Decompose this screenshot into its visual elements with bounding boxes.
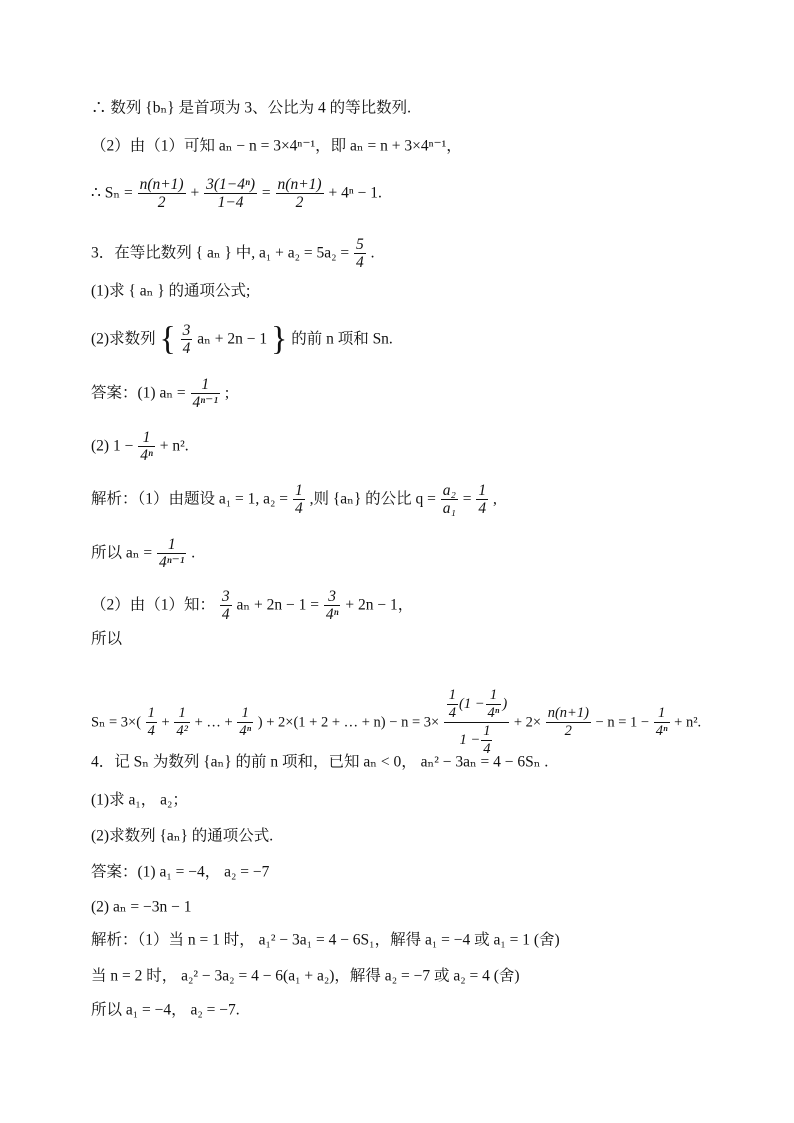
text: (1 − (459, 696, 485, 712)
text: （2）由（1）可知 aₙ − n = 3×4ⁿ⁻¹，即 aₙ = n + 3×4ⁿ⁻¹， (91, 137, 462, 155)
operator: = (462, 490, 472, 508)
text: Sₙ = 3×( (91, 714, 142, 731)
text: + 2n − 1， (345, 596, 414, 614)
denominator: 4 (294, 500, 303, 517)
fraction (138, 176, 186, 211)
formula-line (91, 176, 382, 211)
text: 解析：（1）当 n = 1 时， a₁² − 3a₁ = 4 − 6S₁，解得 a₁ = −4 或 a₁ = 1 (舍) (91, 931, 560, 949)
text: aₙ + 2n − 1 = (236, 596, 319, 614)
text: ∴ 数列 {bₙ} 是首项为 3、公比为 4 的等比数列. (91, 99, 411, 117)
operator: + (161, 714, 170, 731)
denominator: 4 (483, 741, 491, 757)
right-brace: } (270, 320, 288, 358)
numerator: n(n+1) (277, 176, 322, 193)
text: 所以 (91, 630, 123, 648)
denominator: 4ⁿ (140, 447, 153, 464)
solution-line (91, 588, 413, 623)
denominator: 2 (564, 723, 572, 739)
numerator: 1 (478, 482, 487, 499)
fraction (447, 687, 458, 722)
text: (2) aₙ = −3n − 1 (91, 898, 192, 916)
fraction (354, 236, 366, 271)
text: − n = 1 − (595, 714, 650, 731)
denominator: 4ⁿ (655, 723, 668, 739)
text: (2)求数列 {aₙ} 的通项公式. (91, 827, 274, 845)
fraction (191, 376, 220, 411)
fraction (174, 705, 190, 740)
formula-line (91, 687, 701, 758)
text: ,则 {aₙ} 的公比 q = (309, 490, 436, 508)
text-line (91, 790, 188, 810)
fraction (654, 705, 670, 740)
denominator: 4ⁿ (487, 705, 500, 721)
numerator: 1 (174, 705, 190, 723)
left-brace: { (159, 320, 176, 358)
text: + … + (194, 714, 233, 731)
compound-fraction (444, 687, 509, 758)
text: + n². (159, 437, 189, 455)
text: . (191, 544, 196, 562)
question-heading (91, 752, 548, 772)
text: (2)求数列 (91, 330, 156, 348)
text: ) (502, 696, 508, 712)
text: + n². (674, 714, 702, 731)
answer-line (91, 897, 192, 917)
fraction (204, 176, 257, 211)
numerator: 1 (294, 482, 303, 499)
denominator: 2 (295, 194, 304, 211)
numerator: 3(1−4ⁿ) (206, 176, 256, 193)
numerator: 1 (191, 376, 220, 394)
text: (1)求 { aₙ } 的通项公式; (91, 282, 251, 300)
operator: = (261, 184, 271, 202)
fraction (324, 588, 341, 623)
denominator: 4 (448, 705, 457, 721)
fraction (220, 588, 232, 623)
text: ∴ Sₙ = (91, 184, 133, 202)
fraction (546, 705, 591, 740)
numerator: 3 (324, 588, 341, 606)
numerator: 3 (221, 588, 230, 605)
numerator: n(n+1) (547, 705, 589, 721)
text: + 4ⁿ − 1. (328, 184, 382, 202)
fraction (293, 482, 305, 517)
text: 当 n = 2 时， a₂² − 3a₂ = 4 − 6(a₁ + a₂)，解得 a₂ = −7 或 a₂ = 4 (舍) (91, 967, 520, 985)
answer-line (91, 862, 269, 882)
numerator: 1 (486, 687, 502, 705)
denominator: 4 (356, 254, 364, 271)
text: ; (224, 384, 230, 402)
numerator: 1 (483, 723, 491, 739)
denominator: 1−4 (217, 194, 244, 211)
text-line (91, 281, 250, 301)
denominator: 2 (157, 194, 166, 211)
denominator: a₁ (442, 500, 456, 517)
fraction (486, 687, 502, 722)
numerator: 1 (147, 705, 155, 721)
solution-line (91, 1000, 240, 1020)
numerator: a₂ (442, 482, 456, 499)
text-line (91, 826, 273, 846)
denominator: 4 (182, 340, 191, 357)
fraction (441, 482, 458, 517)
text: ) + 2×(1 + 2 + … + n) − n = 3× (257, 714, 440, 731)
denominator: 4ⁿ (325, 606, 339, 623)
answer-line (91, 429, 189, 464)
solution-line (91, 536, 195, 571)
operator: + (190, 184, 200, 202)
text: 答案：(1) aₙ = (91, 384, 186, 402)
text: aₙ + 2n − 1 (197, 330, 268, 348)
text: （2）由（1）知： (91, 596, 216, 614)
numerator (444, 687, 509, 723)
fraction (276, 176, 324, 211)
text: , (493, 490, 497, 508)
text: 答案：(1) a₁ = −4， a₂ = −7 (91, 863, 270, 881)
numerator: 1 (654, 705, 670, 723)
fraction (181, 322, 193, 357)
numerator: 1 (237, 705, 253, 723)
text: . (370, 244, 375, 262)
numerator: 1 (448, 687, 457, 703)
text: + 2× (513, 714, 542, 731)
numerator: n(n+1) (139, 176, 184, 193)
text-line (91, 98, 411, 118)
denominator: 4² (176, 723, 188, 739)
formula-line (91, 322, 393, 357)
text: 所以 a₁ = −4， a₂ = −7. (91, 1001, 240, 1019)
answer-line (91, 376, 229, 411)
fraction (138, 429, 155, 464)
denominator: 4 (478, 500, 487, 517)
numerator: 1 (157, 536, 186, 554)
text: 3．在等比数列 { aₙ } 中, a₁ + a₂ = 5a₂ = (91, 244, 350, 262)
fraction (146, 705, 157, 740)
fraction (157, 536, 186, 571)
denominator: 4ⁿ⁻¹ (158, 554, 185, 571)
numerator: 1 (138, 429, 155, 447)
solution-line (91, 482, 497, 517)
text-line (91, 629, 122, 649)
numerator: 5 (356, 236, 364, 253)
text: 解析：（1）由题设 a₁ = 1, a₂ = (91, 490, 289, 508)
question-heading (91, 236, 375, 271)
fraction (476, 482, 488, 517)
text: 4．记 Sₙ 为数列 {aₙ} 的前 n 项和，已知 aₙ < 0， aₙ² − 3aₙ = 4 − 6Sₙ . (91, 753, 549, 771)
text: 1 − (459, 732, 481, 748)
text: 的前 n 项和 Sn. (291, 330, 393, 348)
text: (2) 1 − (91, 437, 134, 455)
denominator: 4 (221, 606, 230, 623)
denominator: 4ⁿ⁻¹ (192, 394, 218, 411)
text-line (91, 136, 462, 156)
fraction (237, 705, 253, 740)
numerator: 3 (182, 322, 191, 339)
denominator: 4 (147, 723, 155, 739)
solution-line (91, 966, 520, 986)
denominator: 4ⁿ (239, 723, 252, 739)
solution-line (91, 930, 560, 950)
text: 所以 aₙ = (91, 544, 153, 562)
text: (1)求 a₁， a₂； (91, 791, 188, 809)
